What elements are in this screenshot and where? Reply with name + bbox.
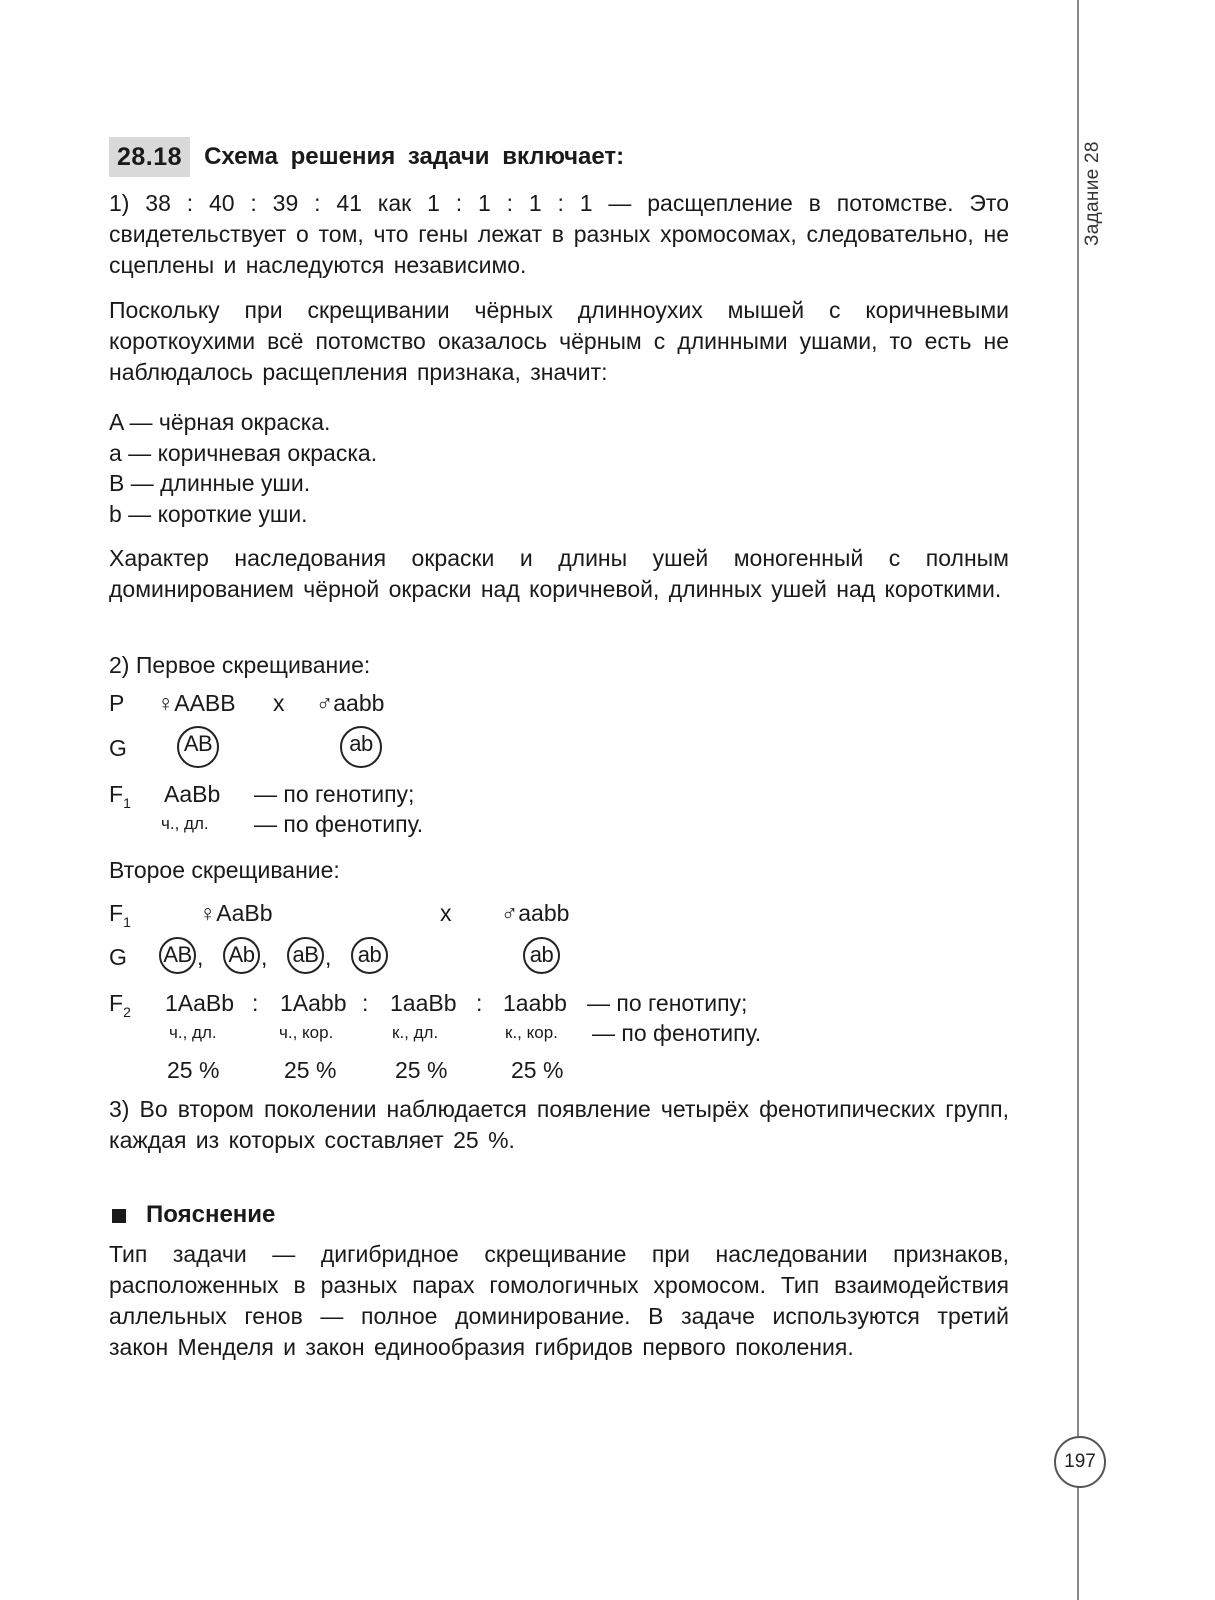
task-number-badge: 28.18 — [109, 137, 190, 177]
gamete-comma: , — [261, 944, 268, 970]
paragraph-explanation: Тип задачи — дигибридное скрещивание при наследовании признаков, расположенных в разных парах гомологичных хромосом. Тип взаимодействия аллельных генов — полное доминирование. В задаче используются третий закон Менделя и закон единообразия гибридов первого поколения. — [109, 1241, 1009, 1360]
female-genotype: ♀AaBb — [199, 900, 273, 926]
gamete-circle: ab — [523, 937, 560, 974]
cross2-f2-phenotype-row — [109, 1017, 1009, 1049]
ratio-separator: : — [252, 990, 259, 1016]
f1-label: $F_1$ — [109, 781, 131, 811]
f2-phenotype: ч., дл. — [169, 1023, 217, 1042]
f2-genotype: 1Aabb — [280, 990, 347, 1016]
paragraph-reasoning: Поскольку при скрещивании чёрных длинноухих мышей с коричневыми короткоухими всё потомство оказалось чёрным с длинными ушами, то есть не наблюдалось расщепления признака, значит: — [109, 297, 1009, 385]
f2-phenotype: к., кор. — [505, 1023, 558, 1042]
allele-line — [109, 467, 1009, 499]
cross-sign: x — [273, 690, 285, 716]
allele-text: B — длинные уши. — [109, 470, 311, 496]
f2-percent: 25 % — [284, 1057, 337, 1083]
page-number: 197 — [1054, 1436, 1106, 1488]
cross2-parents-row — [109, 897, 1009, 929]
gamete-circle: ab — [340, 726, 382, 768]
cross2-title: Второе скрещивание: — [109, 857, 340, 883]
cross1-f1-phenotype-row — [109, 808, 1009, 840]
cross1-title: 2) Первое скрещивание: — [109, 652, 371, 678]
task-heading — [109, 137, 624, 177]
gamete-circle: ab — [351, 937, 388, 974]
square-bullet-icon — [112, 1209, 126, 1223]
f2-genotype: 1aabb — [503, 990, 567, 1016]
side-label-text: Задание 28 — [1082, 141, 1103, 246]
cross1-parents-row — [109, 687, 1009, 719]
g-label: G — [109, 944, 127, 970]
ratio-separator: : — [362, 990, 369, 1016]
allele-text: a — коричневая окраска. — [109, 440, 378, 466]
f1-phenotype: ч., дл. — [161, 814, 209, 833]
margin-rule — [1077, 0, 1079, 1600]
allele-line — [109, 406, 1009, 438]
gamete-circle: AB — [159, 937, 196, 974]
f2-percent: 25 % — [167, 1057, 220, 1083]
phenotype-note: — по фенотипу. — [592, 1020, 762, 1046]
cross2-percent-row — [109, 1054, 1009, 1086]
f2-phenotype: ч., кор. — [279, 1023, 334, 1042]
cross1-title-row — [109, 649, 1009, 681]
f1-genotype: AaBb — [164, 781, 221, 807]
male-genotype: ♂aabb — [316, 690, 385, 716]
genotype-note: — по генотипу; — [254, 781, 415, 807]
gamete-circle: aB — [287, 937, 324, 974]
ratio-separator: : — [476, 990, 483, 1016]
cross2-f2-genotype-row — [109, 987, 1009, 1019]
gamete-circle: Ab — [223, 937, 260, 974]
genotype-note: — по генотипу; — [587, 990, 748, 1016]
cross1-gametes-row — [109, 732, 1009, 764]
allele-text: A — чёрная окраска. — [109, 409, 331, 435]
paragraph-inheritance: Характер наследования окраски и длины ушей моногенный с полным доминированием чёрной окраски над коричневой, длинных ушей над короткими. — [109, 545, 1009, 602]
f2-genotype: 1aaBb — [390, 990, 457, 1016]
paragraph-ratio: 1) 38 : 40 : 39 : 41 как 1 : 1 : 1 : 1 — расщепление в потомстве. Это свидетельствует о том, что гены лежат в разных хромосомах, следовательно, не сцеплены и наследуются независимо. — [109, 190, 1009, 278]
f2-phenotype: к., дл. — [392, 1023, 439, 1042]
explanation-title: Пояснение — [146, 1201, 276, 1228]
allele-line — [109, 437, 1009, 469]
female-genotype: ♀AABB — [157, 690, 236, 716]
gamete-comma: , — [197, 944, 204, 970]
cross2-title-row — [109, 854, 1009, 886]
cross-sign: x — [440, 900, 452, 926]
g-label: G — [109, 735, 127, 761]
gamete-circle: AB — [177, 726, 219, 768]
p-label: P — [109, 690, 125, 716]
paragraph-conclusion: 3) Во втором поколении наблюдается появление четырёх фенотипических групп, каждая из которых составляет 25 %. — [109, 1096, 1009, 1153]
cross1-f1-genotype-row — [109, 778, 1009, 810]
f2-genotype: 1AaBb — [165, 990, 235, 1016]
f2-percent: 25 % — [511, 1057, 564, 1083]
cross2-gametes-row — [109, 941, 1009, 973]
allele-text: b — короткие уши. — [109, 501, 308, 527]
f2-percent: 25 % — [395, 1057, 448, 1083]
f2-label: $F_2$ — [109, 990, 131, 1020]
male-genotype: ♂aabb — [501, 900, 570, 926]
gamete-comma: , — [325, 944, 332, 970]
allele-line — [109, 498, 1009, 530]
f1-label: $F_1$ — [109, 900, 131, 930]
task-title: Схема решения задачи включает: — [204, 143, 625, 170]
phenotype-note: — по фенотипу. — [254, 811, 424, 837]
